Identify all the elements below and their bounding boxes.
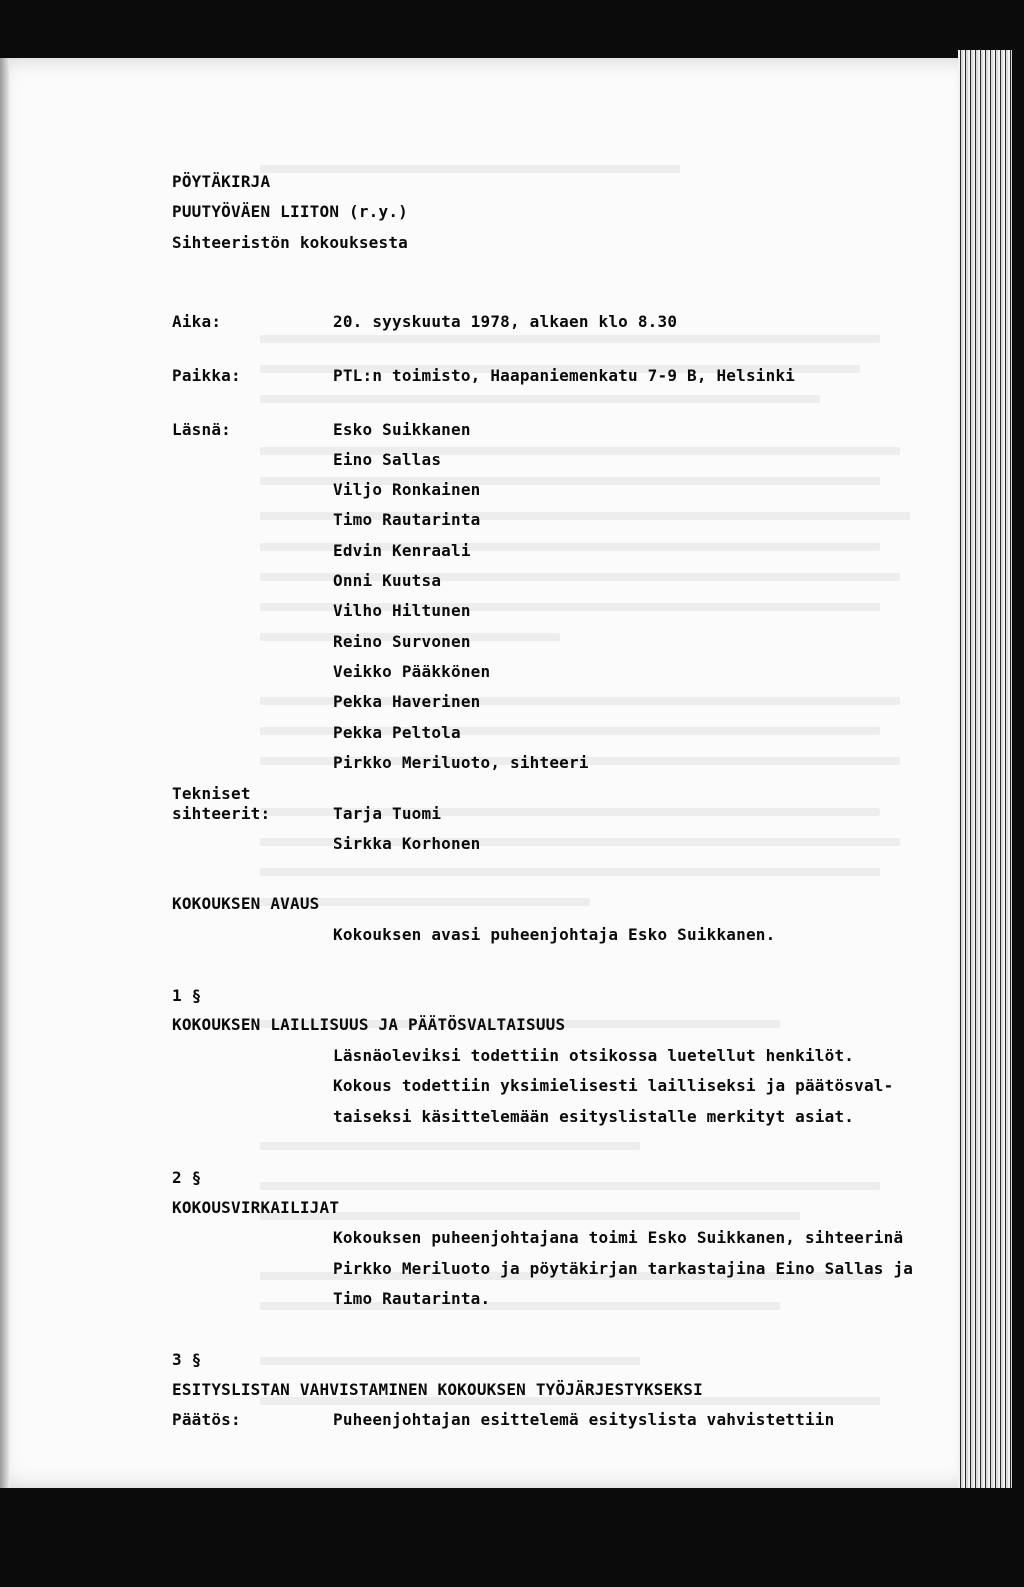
opening-heading: KOKOUKSEN AVAUS	[172, 894, 320, 913]
section-2-text: Kokouksen puheenjohtajana toimi Esko Suikkanen, sihteerinä	[333, 1228, 904, 1247]
place-label: Paikka:	[172, 366, 241, 385]
attendee-name: Pirkko Meriluoto, sihteeri	[333, 753, 589, 772]
attendee-name: Eino Sallas	[333, 450, 442, 469]
section-1-text: Kokous todettiin yksimielisesti lailliseksi ja päätösval-	[333, 1076, 894, 1095]
section-1-text: Läsnäoleviksi todettiin otsikossa luetellut henkilöt.	[333, 1046, 855, 1065]
section-2-text: Pirkko Meriluoto ja pöytäkirjan tarkastajina Eino Sallas ja	[333, 1259, 914, 1278]
place-value: PTL:n toimisto, Haapaniemenkatu 7-9 B, Helsinki	[333, 366, 796, 385]
technical-secretaries-label: Tekniset	[172, 784, 251, 803]
opening-text: Kokouksen avasi puheenjohtaja Esko Suikkanen.	[333, 925, 776, 944]
attendee-name: Reino Survonen	[333, 632, 471, 651]
technical-secretary-name: Tarja Tuomi	[333, 804, 442, 823]
minutes-subtitle: Sihteeristön kokouksesta	[172, 233, 408, 252]
attendee-name: Onni Kuutsa	[333, 571, 442, 590]
time-value: 20. syyskuuta 1978, alkaen klo 8.30	[333, 312, 678, 331]
attendee-name: Pekka Peltola	[333, 723, 461, 742]
paper-left-edge	[0, 58, 10, 1488]
page-stack-edge	[958, 50, 1012, 1500]
section-2-text: Timo Rautarinta.	[333, 1289, 491, 1308]
section-3-heading: ESITYSLISTAN VAHVISTAMINEN KOKOUKSEN TYÖJÄRJESTYKSEKSI	[172, 1380, 703, 1399]
section-1-number: 1 §	[172, 986, 202, 1005]
section-1-text: taiseksi käsittelemään esityslistalle merkityt asiat.	[333, 1107, 855, 1126]
attendee-name: Veikko Pääkkönen	[333, 662, 491, 681]
decision-label: Päätös:	[172, 1410, 241, 1429]
attendee-name: Timo Rautarinta	[333, 510, 481, 529]
organisation-name: PUUTYÖVÄEN LIITON (r.y.)	[172, 202, 408, 221]
time-label: Aika:	[172, 312, 222, 331]
section-1-heading: KOKOUKSEN LAILLISUUS JA PÄÄTÖSVALTAISUUS	[172, 1015, 566, 1034]
document-type-title: PÖYTÄKIRJA	[172, 172, 271, 191]
technical-secretary-name: Sirkka Korhonen	[333, 834, 481, 853]
section-2-heading: KOKOUSVIRKAILIJAT	[172, 1198, 340, 1217]
technical-secretaries-label: sihteerit:	[172, 804, 271, 823]
scan-bottom-border	[0, 1488, 1024, 1587]
attendee-name: Esko Suikkanen	[333, 420, 471, 439]
attendee-name: Vilho Hiltunen	[333, 601, 471, 620]
attendees-label: Läsnä:	[172, 420, 231, 439]
decision-text: Puheenjohtajan esittelemä esityslista vahvistettiin	[333, 1410, 835, 1429]
attendee-name: Viljo Ronkainen	[333, 480, 481, 499]
attendee-name: Pekka Haverinen	[333, 692, 481, 711]
section-3-number: 3 §	[172, 1350, 202, 1369]
attendee-name: Edvin Kenraali	[333, 541, 471, 560]
section-2-number: 2 §	[172, 1168, 202, 1187]
